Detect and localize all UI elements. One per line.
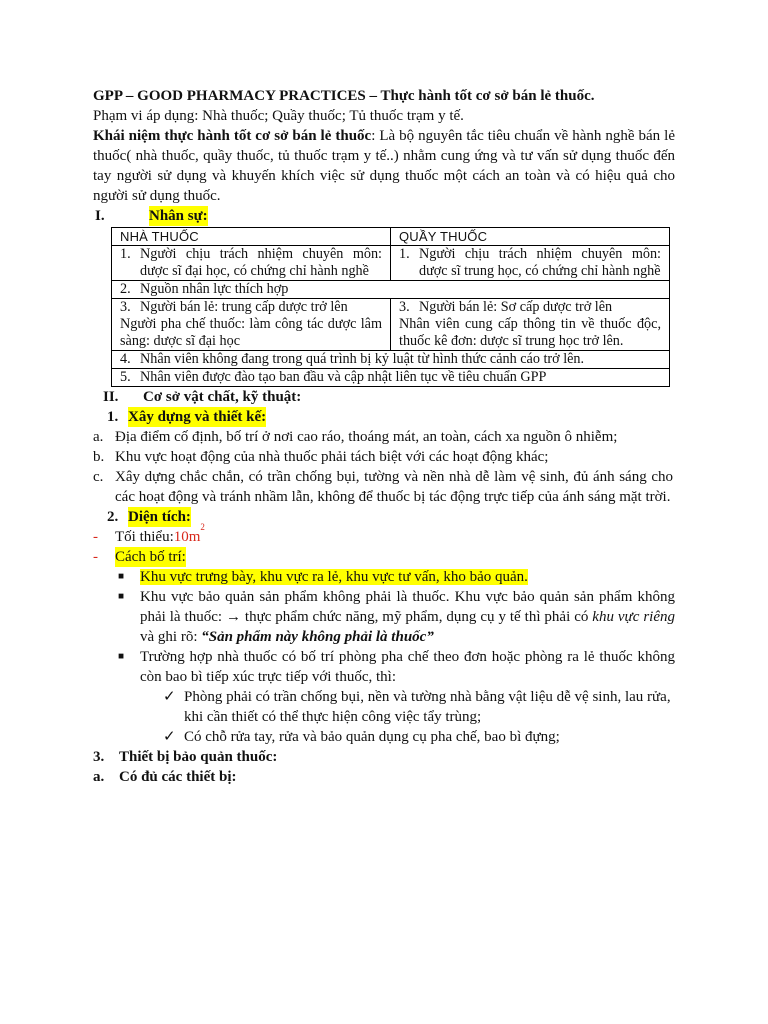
item-text: Người chịu trách nhiệm chuyên môn: dược sĩ đại học, có chứng chỉ hành nghề [140,246,382,279]
section-2-title: Cơ sở vật chất, kỹ thuật: [143,389,302,405]
dash-marker: - [93,549,98,565]
check-item [163,727,675,747]
list-item [93,447,673,467]
min-area-label: Tối thiểu: [115,529,174,545]
list-text: Khu vực hoạt động của nhà thuốc phải tách biệt với các hoạt động khác; [115,449,549,465]
item-number: 5. [120,369,131,385]
list-text: Địa điểm cố định, bố trí ở nơi cao ráo, thoáng mát, an toàn, cách xa nguồn ô nhiễm; [115,429,618,445]
item-text: Người chịu trách nhiệm chuyên môn: dược sĩ trung học, có chứng chỉ hành nghề [419,246,661,279]
list-marker: a. [93,429,104,445]
item-number: 1. [120,246,131,262]
layout-line [93,547,675,567]
scope-text: Phạm vi áp dụng: Nhà thuốc; Quầy thuốc; Tủ thuốc trạm y tế. [93,108,464,124]
bullet-text: Trường hợp nhà thuốc có bố trí phòng pha chế theo đơn hoặc phòng ra lẻ thuốc không còn bao bì tiếp xúc trực tiếp với thuốc, thì: [140,649,675,685]
check-item [163,687,675,727]
table-cell [112,281,670,299]
section-2-heading [103,387,675,407]
check-text: Phòng phải có trần chống bụi, nền và tường nhà bằng vật liệu dễ vệ sinh, lau rửa, khi cần thiết có thể thực hiện công việc tẩy trùng; [184,689,671,725]
subsection-3-number: 3. [93,749,105,765]
bullet-text: Khu vực trưng bày, khu vực ra lẻ, khu vực tư vấn, kho bảo quản. [140,569,528,585]
table-row [112,299,670,351]
document-body [93,86,675,787]
layout-label: Cách bố trí: [115,549,186,565]
min-area-sup: 2 [200,522,205,532]
site-requirements-list [93,427,673,507]
item-number: 2. [120,281,131,297]
col-header-pharmacy: NHÀ THUỐC [112,228,391,246]
subsection-2-heading [107,507,675,527]
check-text: Có chỗ rửa tay, rửa và bảo quản dụng cụ pha chế, bao bì đựng; [184,729,560,745]
document-title: GPP – GOOD PHARMACY PRACTICES – Thực hành tốt cơ sở bán lẻ thuốc. [93,88,595,104]
bullet-marker: ■ [118,591,125,602]
subsection-3-title: Thiết bị bảo quản thuốc: [119,749,278,765]
table-cell [112,369,670,387]
item-text: Nhân viên cung cấp thông tin về thuốc độc, thuốc kê đơn: dược sĩ trung học trở lên. [399,316,661,349]
min-area-value: 10m [173,529,201,545]
subsection-1-heading [107,407,675,427]
concept-paragraph [93,126,675,206]
concept-text: : Là bộ nguyên tắc tiêu chuẩn về hành nghề bán lẻ thuốc( nhà thuốc, quầy thuốc, tủ thuốc trạm y tế..) nhằm cung ứng và tư vấn sử dụng thuốc đến tay người sử dụng và khuyến khích việc sử dụng thuốc một cách an toàn và có hiệu quả cho người sử dụng thuốc. [93,128,675,204]
check-icon: ✓ [163,689,176,705]
item-text: Người bán lẻ: Sơ cấp dược trở lên [419,299,613,315]
item-text: Người pha chế thuốc: làm công tác dược lâm sàng: dược sĩ đại học [120,316,382,349]
table-row [112,246,670,281]
table-cell [112,299,391,351]
item-number: 4. [120,351,131,367]
concept-label: Khái niệm thực hành tốt cơ sở bán lẻ thuốc [93,128,372,144]
col-header-drugstore: QUẦY THUỐC [391,228,670,246]
bullet-text-quote: “Sản phẩm này không phải là thuốc” [201,629,434,645]
table-cell [112,351,670,369]
bullet-text-part: và ghi rõ: [140,629,202,645]
table-header-row [112,228,670,246]
list-item [93,427,673,447]
section-1-heading [95,206,675,226]
dash-marker: - [93,529,98,545]
bullet-text-part: Khu vực bảo quản sản phẩm không phải là thuốc. Khu vực bảo quản sản phẩm không phải là thuốc: → thực phẩm chức năng, mỹ phẩm, dụng cụ y tế thì phải có [140,589,675,625]
min-area-line [93,522,675,547]
list-item [93,467,673,507]
subsection-3a-title: Có đủ các thiết bị: [119,769,237,785]
section-1-title: Nhân sự: [149,208,208,224]
bullet-text-italic: khu vực riêng [592,609,675,625]
table-cell [391,299,670,351]
bullet-item [118,567,675,587]
bullet-item [118,647,675,687]
table-row [112,281,670,299]
item-number: 3. [399,299,410,315]
section-1-number: I. [95,208,105,224]
subsection-3-heading [93,747,675,767]
item-text: Nhân viên không đang trong quá trình bị kỷ luật từ hình thức cảnh cáo trở lên. [140,351,585,367]
subsection-1-number: 1. [107,409,119,425]
table-cell [112,246,391,281]
staff-table [111,227,670,387]
item-number: 3. [120,299,131,315]
subsection-3a-heading [93,767,675,787]
item-number: 1. [399,246,410,262]
bullet-marker: ■ [118,651,125,662]
table-row [112,351,670,369]
check-icon: ✓ [163,729,176,745]
section-2-number: II. [103,389,119,405]
subsection-2-number: 2. [107,509,119,525]
item-text: Người bán lẻ: trung cấp dược trở lên [140,299,348,315]
subsection-2-title: Diện tích: [128,509,191,525]
list-marker: b. [93,449,105,465]
bullet-item [118,587,675,647]
item-text: Nguồn nhân lực thích hợp [140,281,289,297]
table-cell [391,246,670,281]
bullet-marker: ■ [118,571,125,582]
item-text: Nhân viên được đào tạo ban đầu và cập nhật liên tục về tiêu chuẩn GPP [140,369,547,385]
list-marker: c. [93,469,104,485]
table-row [112,369,670,387]
bullet-text [140,587,675,647]
subsection-3a-number: a. [93,769,105,785]
subsection-1-title: Xây dựng và thiết kế: [128,409,267,425]
list-text: Xây dựng chắc chắn, có trần chống bụi, tường và nền nhà dễ làm vệ sinh, đủ ánh sáng cho các hoạt động và tránh nhầm lẫn, không để thuốc bị tác động trực tiếp của ánh sáng mặt trời. [115,469,673,505]
